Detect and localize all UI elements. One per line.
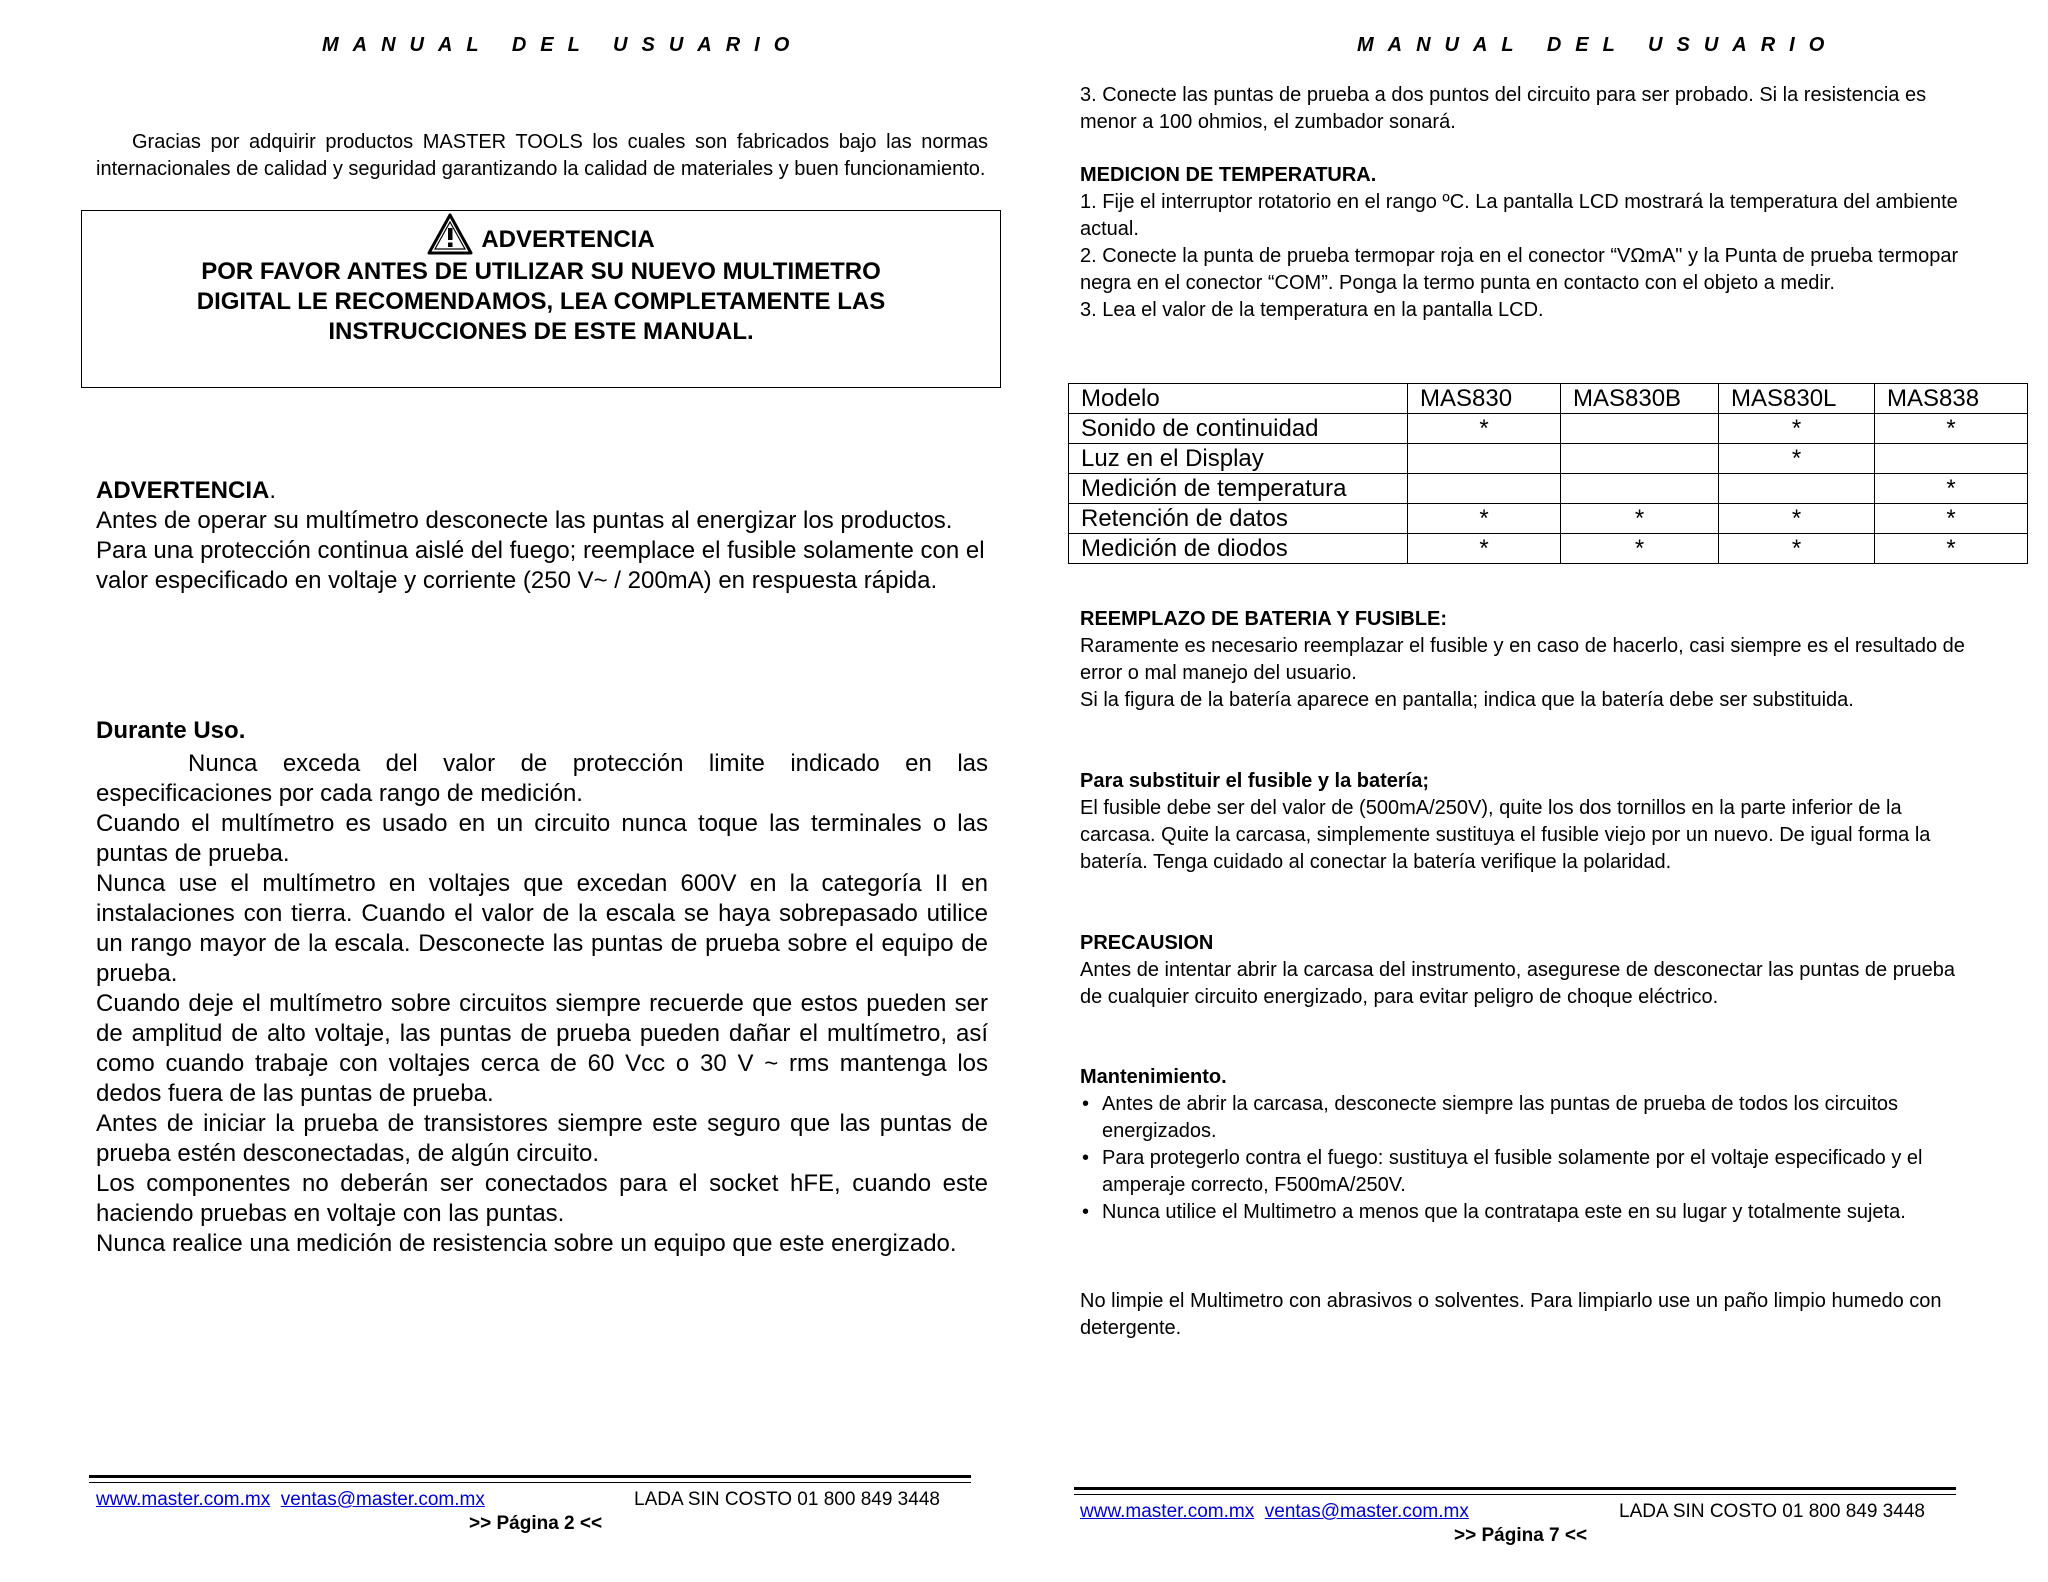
- table-cell: Sonido de continuidad: [1069, 414, 1408, 444]
- advertencia-p2: Para una protección continua aislé del fuego; reemplace el fusible solamente con el valor especificado en voltaje y corriente (250 V~ / 200mA) en respuesta rápida.: [96, 537, 985, 594]
- temperatura-title: MEDICION DE TEMPERATURA.: [1080, 164, 1377, 186]
- precaucion-section: [1080, 930, 1968, 1011]
- table-cell: Medición de diodos: [1069, 534, 1408, 564]
- footer-links-right: [1080, 1501, 1469, 1523]
- list-item: • Nunca utilice el Multimetro a menos que la contratapa este en su lugar y totalmente sujeta.: [1080, 1199, 1968, 1226]
- page-header-right: MANUAL DEL USUARIO: [1357, 34, 1839, 56]
- warning-line-1: POR FAVOR ANTES DE UTILIZAR SU NUEVO MULTIMETRO: [201, 258, 881, 285]
- table-cell: *: [1719, 504, 1875, 534]
- bateria-section: [1080, 606, 1968, 714]
- precaucion-title: PRECAUSION: [1080, 932, 1214, 954]
- durante-uso-p4: Cuando deje el multímetro sobre circuitos siempre recuerde que estos pueden ser de amplitud de alto voltaje, las puntas de prueba pueden dañar el multímetro, así como cuando trabaje con voltajes cerca de 60 Vcc o 30 V ~ rms mantenga los dedos fuera de las puntas de prueba.: [96, 990, 988, 1107]
- bateria-p1: Raramente es necesario reemplazar el fusible y en caso de hacerlo, casi siempre es el resultado de error o mal manejo del usuario.: [1080, 635, 1965, 684]
- continuity-step-3-text: 3. Conecte las puntas de prueba a dos puntos del circuito para ser probado. Si la resistencia es menor a 100 ohmios, el zumbador sonará.: [1080, 84, 1927, 133]
- fusible-p1: El fusible debe ser del valor de (500mA/250V), quite los dos tornillos en la parte inferior de la carcasa. Quite la carcasa, simplemente sustituya el fusible viejo por un nuevo. De igual forma la batería. Tenga cuidado al conectar la batería verifique la polaridad.: [1080, 797, 1931, 873]
- table-cell: *: [1719, 444, 1875, 474]
- precaucion-p1: Antes de intentar abrir la carcasa del instrumento, asegurese de desconectar las puntas de prueba de cualquier circuito energizado, para evitar peligro de choque eléctrico.: [1080, 959, 1955, 1008]
- table-cell: *: [1719, 414, 1875, 444]
- warning-box: [81, 210, 1001, 388]
- temperatura-step-2: 2. Conecte la punta de prueba termopar roja en el conector “VΩmA" y la Punta de prueba termopar negra en el conector “COM”. Ponga la termo punta en contacto con el objeto a medir.: [1080, 245, 1959, 294]
- table-row: [1069, 534, 2028, 564]
- temperatura-step-1: 1. Fije el interruptor rotatorio en el rango ºC. La pantalla LCD mostrará la temperatura del ambiente actual.: [1080, 191, 1958, 240]
- table-cell: [1561, 414, 1719, 444]
- website-link[interactable]: www.master.com.mx: [96, 1489, 271, 1510]
- fusible-section: [1080, 768, 1968, 876]
- page-header: MANUAL DEL USUARIO: [322, 34, 804, 56]
- table-cell: [1408, 444, 1561, 474]
- durante-uso-p7: Nunca realice una medición de resistencia sobre un equipo que este energizado.: [96, 1230, 957, 1257]
- temperatura-section: [1080, 162, 1968, 324]
- limpieza-paragraph: [1080, 1288, 1968, 1342]
- table-row: [1069, 504, 2028, 534]
- fusible-title: Para substituir el fusible y la batería;: [1080, 770, 1430, 792]
- toll-free-number-right: LADA SIN COSTO 01 800 849 3448: [1619, 1501, 1925, 1522]
- table-cell: [1408, 474, 1561, 504]
- model-features-table: [1068, 383, 2028, 564]
- email-link[interactable]: ventas@master.com.mx: [280, 1489, 485, 1510]
- table-cell: MAS838: [1875, 384, 2028, 414]
- table-row: [1069, 444, 2028, 474]
- warning-body: [82, 257, 1000, 347]
- table-cell: *: [1408, 414, 1561, 444]
- bateria-title: REEMPLAZO DE BATERIA Y FUSIBLE:: [1080, 608, 1448, 630]
- table-cell: *: [1875, 414, 2028, 444]
- footer-rule-thin: [89, 1482, 971, 1483]
- table-cell: MAS830L: [1719, 384, 1875, 414]
- table-cell: Modelo: [1069, 384, 1408, 414]
- bateria-p2: Si la figura de la batería aparece en pantalla; indica que la batería debe ser substituida.: [1080, 689, 1854, 711]
- list-item: • Antes de abrir la carcasa, desconecte siempre las puntas de prueba de todos los circuitos energizados.: [1080, 1091, 1968, 1145]
- table-cell: *: [1875, 504, 2028, 534]
- limpieza-text: No limpie el Multimetro con abrasivos o solventes. Para limpiarlo use un paño limpio humedo con detergente.: [1080, 1290, 1942, 1339]
- table-cell: Retención de datos: [1069, 504, 1408, 534]
- footer-rule-right: [1074, 1487, 1956, 1490]
- table-cell: *: [1561, 534, 1719, 564]
- warning-triangle-icon: [427, 213, 473, 255]
- warning-title: ADVERTENCIA: [481, 226, 655, 253]
- durante-uso-p5: Antes de iniciar la prueba de transistores siempre este seguro que las puntas de prueba estén desconectadas, de algún circuito.: [96, 1110, 988, 1167]
- table-row: [1069, 414, 2028, 444]
- table-cell: *: [1408, 504, 1561, 534]
- warning-line-3: INSTRUCCIONES DE ESTE MANUAL.: [328, 318, 754, 345]
- footer-rule-thin-right: [1074, 1494, 1956, 1495]
- list-item: • Para protegerlo contra el fuego: sustituya el fusible solamente por el voltaje especificado y el amperaje correcto, F500mA/250V.: [1080, 1145, 1968, 1199]
- table-cell: [1561, 444, 1719, 474]
- durante-uso-p2: Cuando el multímetro es usado en un circuito nunca toque las terminales o las puntas de prueba.: [96, 810, 988, 867]
- footer-rule: [89, 1475, 971, 1478]
- table-row: [1069, 474, 2028, 504]
- website-link[interactable]: www.master.com.mx: [1080, 1501, 1255, 1522]
- table-cell: *: [1875, 474, 2028, 504]
- email-link[interactable]: ventas@master.com.mx: [1264, 1501, 1469, 1522]
- continuity-step-3: [1080, 82, 1968, 136]
- durante-uso-title: Durante Uso.: [96, 717, 246, 744]
- table-cell: [1875, 444, 2028, 474]
- page-number: >> Página 2 <<: [469, 1513, 603, 1534]
- advertencia-title: ADVERTENCIA: [96, 477, 270, 504]
- warning-line-2: DIGITAL LE RECOMENDAMOS, LEA COMPLETAMENTE LAS: [196, 288, 886, 315]
- footer-links: [96, 1489, 485, 1511]
- table-cell: *: [1408, 534, 1561, 564]
- intro-paragraph: [96, 129, 988, 183]
- toll-free-number: LADA SIN COSTO 01 800 849 3448: [634, 1489, 940, 1510]
- table-cell: [1561, 474, 1719, 504]
- durante-uso-p3: Nunca use el multímetro en voltajes que excedan 600V en la categoría II en instalaciones con tierra. Cuando el valor de la escala se haya sobrepasado utilice un rango mayor de la escala. Desconecte las puntas de prueba sobre el equipo de prueba.: [96, 870, 988, 987]
- table-cell: *: [1561, 504, 1719, 534]
- table-cell: *: [1875, 534, 2028, 564]
- mantenimiento-list: [1080, 1091, 1968, 1226]
- durante-uso-section: [96, 716, 988, 1259]
- table-cell: *: [1719, 534, 1875, 564]
- table-cell: Medición de temperatura: [1069, 474, 1408, 504]
- advertencia-section: ADVERTENCIA. Antes de operar su multímetro desconecte las puntas al energizar los productos. Para una protección continua aislé del fuego; reemplace el fusible solamente con el valor especificado en voltaje y corriente (250 V~ / 200mA) en respuesta rápida.: [96, 476, 988, 596]
- intro-text: Gracias por adquirir productos MASTER TOOLS los cuales son fabricados bajo las normas internacionales de calidad y seguridad garantizando la calidad de materiales y buen funcionamiento.: [96, 131, 988, 180]
- durante-uso-p1: Nunca exceda del valor de protección limite indicado en las especificaciones por cada rango de medición.: [96, 750, 988, 807]
- mantenimiento-title: Mantenimiento.: [1080, 1066, 1227, 1088]
- table-cell: MAS830B: [1561, 384, 1719, 414]
- table-cell: Luz en el Display: [1069, 444, 1408, 474]
- table-cell: [1719, 474, 1875, 504]
- durante-uso-p6: Los componentes no deberán ser conectados para el socket hFE, cuando este haciendo pruebas en voltaje con las puntas.: [96, 1170, 988, 1227]
- table-cell: MAS830: [1408, 384, 1561, 414]
- page-number-right: >> Página 7 <<: [1454, 1525, 1588, 1546]
- warning-title-row: [82, 213, 1000, 255]
- advertencia-p1: Antes de operar su multímetro desconecte las puntas al energizar los productos.: [96, 507, 953, 534]
- mantenimiento-section: [1080, 1064, 1968, 1226]
- table-header-row: [1069, 384, 2028, 414]
- temperatura-step-3: 3. Lea el valor de la temperatura en la pantalla LCD.: [1080, 299, 1544, 321]
